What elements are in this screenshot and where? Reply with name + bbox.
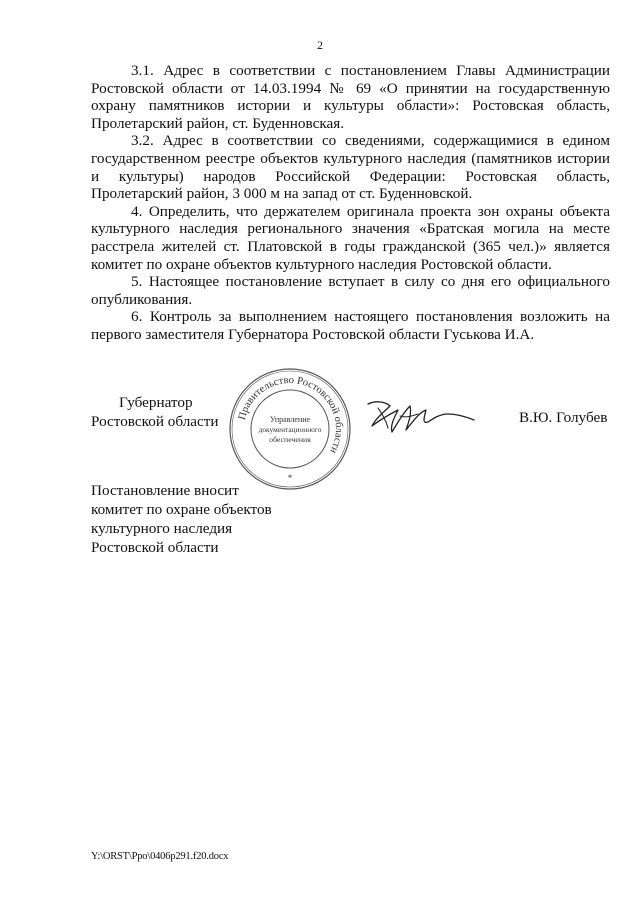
paragraph-6: 6. Контроль за выполнением настоящего постановления возложить на первого заместителя Губернатора Ростовской области Гуськова И.А. — [91, 308, 610, 343]
seal-inner-line-3: обеспечения — [269, 435, 311, 444]
seal-outer-text: Правительство Ростовской области — [236, 374, 345, 455]
signatory-title — [91, 393, 219, 431]
handwritten-signature — [362, 396, 488, 440]
submitted-by-line: Ростовской области — [91, 539, 219, 556]
submitted-by-line: культурного наследия — [91, 520, 233, 537]
page-number: 2 — [317, 38, 323, 52]
paragraph-3-1: 3.1. Адрес в соответствии с постановлением Главы Администрации Ростовской области от 14.03.1994 № 69 «О принятии на государственную охрану памятников истории и культуры области»: Ростовская область, Пролетарский район, ст. Буденновская. — [91, 62, 610, 132]
seal-inner-line-1: Управление — [269, 415, 311, 424]
paragraph-4: 4. Определить, что держателем оригинала проекта зон охраны объекта культурного наследия регионального значения «Братская могила на месте расстрела жителей ст. Платовской в годы гражданской (365 чел.)» является комитет по охране объектов культурного наследия Ростовской области. — [91, 202, 610, 273]
submitted-by-block — [91, 481, 272, 557]
signatory-region: Ростовской области — [91, 413, 219, 430]
document-body — [91, 62, 610, 344]
signatory-name: В.Ю. Голубев — [519, 409, 608, 426]
paragraph-3-2: 3.2. Адрес в соответствии со сведениями, содержащимися в едином государственном реестре объектов культурного наследия (памятников истории и культуры) народов Российской Федерации: Ростовская область, Пролетарский район, 3 000 м на запад от ст. Буденновской. — [91, 132, 610, 203]
seal-inner-line-2: документационного — [258, 425, 322, 434]
footer-file-path: Y:\ORST\Ppo\0406p291.f20.docx — [91, 851, 229, 862]
seal-star-icon: * — [287, 473, 293, 483]
official-seal — [228, 367, 352, 491]
submitted-by-line: комитет по охране объектов — [91, 501, 272, 518]
paragraph-5: 5. Настоящее постановление вступает в силу со дня его официального опубликования. — [91, 273, 610, 308]
submitted-by-line: Постановление вносит — [91, 482, 239, 499]
signatory-position: Губернатор — [119, 394, 193, 411]
